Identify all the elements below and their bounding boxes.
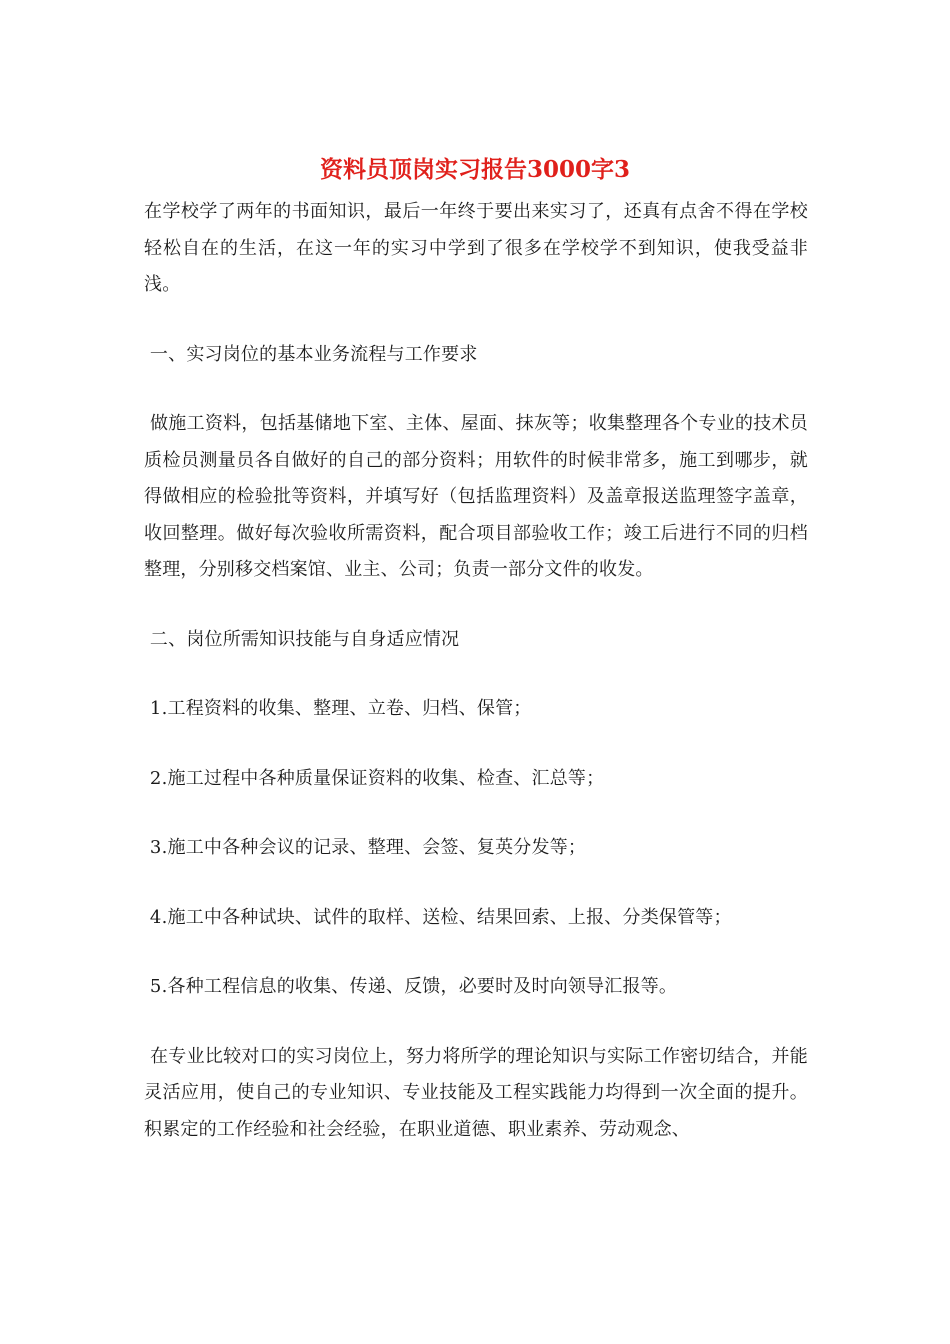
list-item-4: 4.施工中各种试块、试件的取样、送检、结果回索、上报、分类保管等； (144, 906, 732, 928)
list-item-3: 3.施工中各种会议的记录、整理、会签、复英分发等； (144, 837, 587, 858)
document-title: 资料员顶岗实习报告3000字3 (319, 156, 631, 183)
list-item-1: 1.工程资料的收集、整理、立卷、归档、保管； (144, 698, 532, 719)
list-item-2: 2.施工过程中各种质量保证资料的收集、检查、汇总等； (144, 767, 605, 789)
document-body (144, 194, 808, 1148)
paragraph-workflow: 做施工资料，包括基储地下室、主体、屋面、抹灰等；收集整理各个专业的技术员质检员测量员各自做好的自己的部分资料；用软件的时候非常多，施工到哪步，就得做相应的检验批等资料，并填写好（包括监理资料）及盖章报送监理签字盖章，收回整理。做好每次验收所需资料，配合项目部验收工作；竣工后进行不同的归档整理，分别移交档案馆、业主、公司；负责一部分文件的收发。 (144, 413, 809, 580)
list-item-5: 5.各种工程信息的收集、传递、反馈，必要时及时向领导汇报等。 (144, 976, 678, 997)
section-heading-2: 二、岗位所需知识技能与自身适应情况 (144, 628, 460, 650)
paragraph-intro: 在学校学了两年的书面知识，最后一年终于要出来实习了，还真有点舍不得在学校轻松自在的生活，在这一年的实习中学到了很多在学校学不到知识，使我受益非浅。 (144, 201, 808, 295)
paragraph-summary: 在专业比较对口的实习岗位上，努力将所学的理论知识与实际工作密切结合，并能灵活应用，使自己的专业知识、专业技能及工程实践能力均得到一次全面的提升。积累定的工作经验和社会经验，在职业道德、职业素养、劳动观念、 (144, 1045, 809, 1140)
section-heading-1: 一、实习岗位的基本业务流程与工作要求 (144, 343, 478, 365)
